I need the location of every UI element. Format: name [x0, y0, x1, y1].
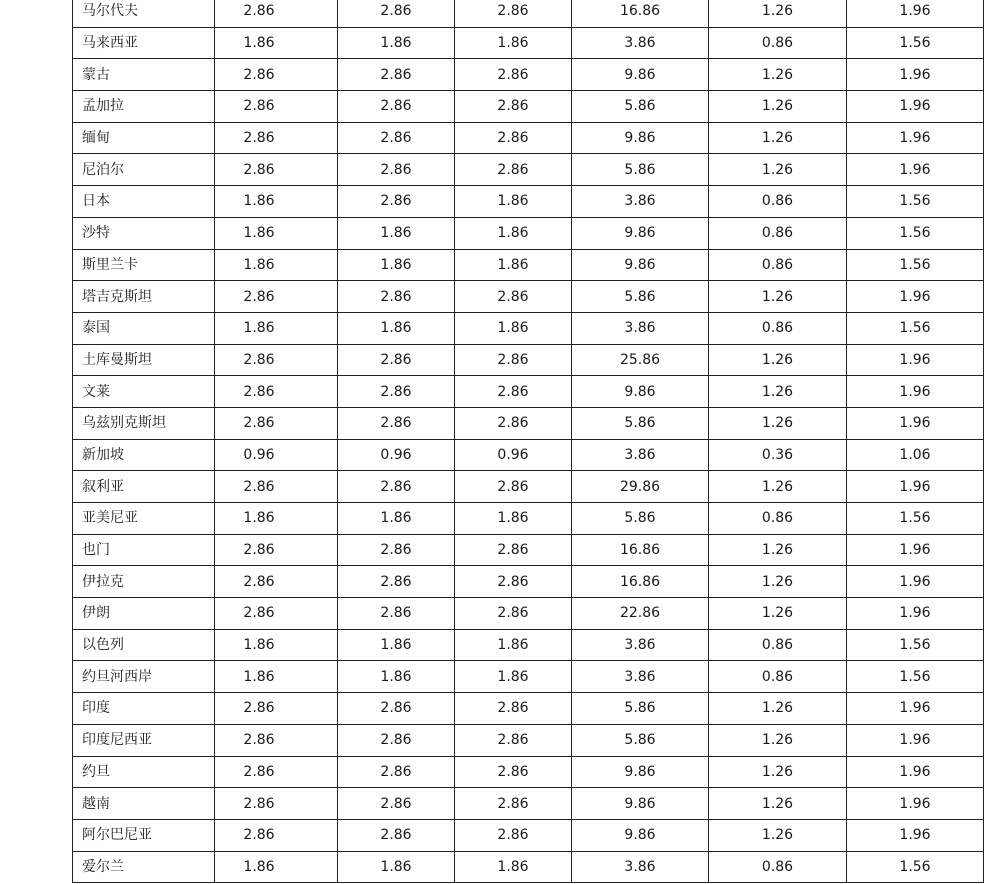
rate-cell: 2.86: [455, 598, 572, 630]
rate-cell: 0.86: [709, 27, 847, 59]
rate-cell: 2.86: [455, 91, 572, 123]
rate-cell: 2.86: [338, 376, 455, 408]
rate-cell: 0.36: [709, 439, 847, 471]
rate-cell: 1.96: [847, 407, 984, 439]
rate-cell: 1.56: [847, 27, 984, 59]
rate-cell: 2.86: [338, 693, 455, 725]
rate-table-body: [73, 0, 984, 883]
rate-cell: 2.86: [338, 59, 455, 91]
rate-cell: 9.86: [572, 217, 709, 249]
country-cell: 也门: [73, 534, 215, 566]
rate-cell: 25.86: [572, 344, 709, 376]
country-cell: 文莱: [73, 376, 215, 408]
country-cell: 塔吉克斯坦: [73, 281, 215, 313]
rate-cell: 1.86: [455, 27, 572, 59]
table-row: [73, 217, 984, 249]
rate-cell: 1.26: [709, 598, 847, 630]
country-cell: 孟加拉: [73, 91, 215, 123]
table-row: [73, 376, 984, 408]
rate-cell: 2.86: [215, 756, 338, 788]
rate-cell: 2.86: [338, 756, 455, 788]
table-row: [73, 598, 984, 630]
rate-cell: 2.86: [215, 471, 338, 503]
rate-cell: 1.86: [215, 249, 338, 281]
rate-cell: 2.86: [215, 693, 338, 725]
table-row: [73, 312, 984, 344]
rate-cell: 2.86: [338, 91, 455, 123]
rate-cell: 16.86: [572, 534, 709, 566]
rate-cell: 29.86: [572, 471, 709, 503]
rate-cell: 1.26: [709, 376, 847, 408]
rate-cell: 1.96: [847, 724, 984, 756]
rate-cell: 2.86: [455, 693, 572, 725]
rate-cell: 2.86: [215, 154, 338, 186]
table-row: [73, 756, 984, 788]
rate-cell: 2.86: [338, 788, 455, 820]
rate-cell: 1.26: [709, 0, 847, 27]
rate-cell: 1.26: [709, 122, 847, 154]
rate-cell: 3.86: [572, 661, 709, 693]
rate-cell: 1.56: [847, 217, 984, 249]
rate-cell: 2.86: [455, 756, 572, 788]
rate-cell: 1.86: [215, 503, 338, 535]
table-row: [73, 407, 984, 439]
rate-cell: 1.86: [215, 27, 338, 59]
rate-cell: 1.86: [338, 661, 455, 693]
rate-cell: 1.86: [338, 851, 455, 883]
rate-cell: 1.86: [215, 312, 338, 344]
rate-cell: 1.96: [847, 819, 984, 851]
rate-cell: 0.96: [338, 439, 455, 471]
rate-cell: 9.86: [572, 122, 709, 154]
rate-cell: 0.86: [709, 851, 847, 883]
rate-cell: 1.96: [847, 0, 984, 27]
rate-cell: 1.86: [215, 851, 338, 883]
rate-cell: 0.96: [455, 439, 572, 471]
rate-cell: 2.86: [455, 281, 572, 313]
table-row: [73, 693, 984, 725]
table-row: [73, 819, 984, 851]
rate-cell: 9.86: [572, 376, 709, 408]
rate-cell: 2.86: [338, 122, 455, 154]
table-row: [73, 59, 984, 91]
table-row: [73, 0, 984, 27]
rate-cell: 1.56: [847, 186, 984, 218]
rate-cell: 16.86: [572, 0, 709, 27]
rate-cell: 1.86: [455, 851, 572, 883]
rate-cell: 1.86: [215, 217, 338, 249]
rate-cell: 1.26: [709, 819, 847, 851]
rate-cell: 2.86: [338, 407, 455, 439]
rate-cell: 1.86: [338, 312, 455, 344]
rate-cell: 1.26: [709, 91, 847, 123]
rate-cell: 2.86: [215, 0, 338, 27]
country-cell: 新加坡: [73, 439, 215, 471]
rate-cell: 1.86: [338, 217, 455, 249]
rate-cell: 2.86: [455, 724, 572, 756]
country-cell: 约旦河西岸: [73, 661, 215, 693]
table-row: [73, 154, 984, 186]
rate-cell: 1.96: [847, 566, 984, 598]
rate-cell: 0.86: [709, 661, 847, 693]
country-cell: 以色列: [73, 629, 215, 661]
rate-cell: 9.86: [572, 788, 709, 820]
rate-cell: 16.86: [572, 566, 709, 598]
rate-cell: 1.26: [709, 471, 847, 503]
rate-cell: 2.86: [455, 154, 572, 186]
rate-cell: 2.86: [215, 344, 338, 376]
rate-cell: 1.86: [455, 503, 572, 535]
rate-cell: 0.86: [709, 217, 847, 249]
country-cell: 蒙古: [73, 59, 215, 91]
rate-cell: 1.26: [709, 693, 847, 725]
rate-cell: 2.86: [338, 344, 455, 376]
table-row: [73, 724, 984, 756]
table-row: [73, 566, 984, 598]
country-cell: 土库曼斯坦: [73, 344, 215, 376]
rate-cell: 2.86: [215, 566, 338, 598]
rate-cell: 2.86: [455, 819, 572, 851]
rate-cell: 9.86: [572, 59, 709, 91]
rate-cell: 2.86: [338, 281, 455, 313]
rate-cell: 3.86: [572, 439, 709, 471]
rate-cell: 1.96: [847, 534, 984, 566]
rate-cell: 9.86: [572, 249, 709, 281]
rate-cell: 1.56: [847, 851, 984, 883]
country-cell: 越南: [73, 788, 215, 820]
rate-cell: 2.86: [455, 534, 572, 566]
rate-cell: 1.96: [847, 788, 984, 820]
rate-cell: 2.86: [338, 566, 455, 598]
rate-cell: 9.86: [572, 756, 709, 788]
rate-cell: 2.86: [215, 788, 338, 820]
table-row: [73, 186, 984, 218]
table-row: [73, 503, 984, 535]
rate-cell: 3.86: [572, 27, 709, 59]
rate-cell: 1.86: [455, 629, 572, 661]
rate-cell: 2.86: [215, 534, 338, 566]
rate-cell: 0.86: [709, 503, 847, 535]
rate-cell: 2.86: [455, 122, 572, 154]
rate-cell: 1.96: [847, 693, 984, 725]
rate-cell: 1.56: [847, 249, 984, 281]
rate-cell: 2.86: [455, 0, 572, 27]
rate-cell: 3.86: [572, 186, 709, 218]
rate-cell: 1.86: [215, 661, 338, 693]
country-cell: 印度尼西亚: [73, 724, 215, 756]
table-row: [73, 439, 984, 471]
rate-cell: 2.86: [338, 598, 455, 630]
table-row: [73, 629, 984, 661]
table-row: [73, 122, 984, 154]
rate-cell: 2.86: [215, 91, 338, 123]
rate-cell: 1.26: [709, 534, 847, 566]
rate-cell: 5.86: [572, 154, 709, 186]
table-row: [73, 661, 984, 693]
rate-cell: 1.96: [847, 376, 984, 408]
rate-cell: 9.86: [572, 819, 709, 851]
table-row: [73, 344, 984, 376]
country-cell: 亚美尼亚: [73, 503, 215, 535]
rate-cell: 1.26: [709, 154, 847, 186]
rate-cell: 5.86: [572, 503, 709, 535]
rate-cell: 1.86: [338, 629, 455, 661]
country-cell: 约旦: [73, 756, 215, 788]
country-cell: 日本: [73, 186, 215, 218]
rate-cell: 5.86: [572, 693, 709, 725]
rate-cell: 22.86: [572, 598, 709, 630]
rate-cell: 2.86: [215, 281, 338, 313]
rate-cell: 1.56: [847, 661, 984, 693]
table-row: [73, 249, 984, 281]
country-cell: 印度: [73, 693, 215, 725]
rate-cell: 3.86: [572, 629, 709, 661]
rate-cell: 1.26: [709, 281, 847, 313]
table-row: [73, 788, 984, 820]
rate-cell: 1.56: [847, 312, 984, 344]
rate-cell: 1.96: [847, 281, 984, 313]
country-cell: 伊拉克: [73, 566, 215, 598]
rate-cell: 2.86: [215, 724, 338, 756]
rate-cell: 5.86: [572, 281, 709, 313]
rate-cell: 1.86: [455, 186, 572, 218]
rate-cell: 1.96: [847, 344, 984, 376]
rate-cell: 0.86: [709, 312, 847, 344]
rate-cell: 2.86: [338, 154, 455, 186]
rate-cell: 2.86: [455, 344, 572, 376]
rate-cell: 1.26: [709, 344, 847, 376]
country-cell: 乌兹别克斯坦: [73, 407, 215, 439]
rate-cell: 2.86: [455, 59, 572, 91]
rate-cell: 1.86: [215, 186, 338, 218]
rate-cell: 1.96: [847, 471, 984, 503]
rate-cell: 2.86: [338, 186, 455, 218]
country-cell: 斯里兰卡: [73, 249, 215, 281]
rate-cell: 1.96: [847, 598, 984, 630]
rate-cell: 1.96: [847, 122, 984, 154]
rate-table: [72, 0, 984, 883]
rate-cell: 1.96: [847, 756, 984, 788]
rate-cell: 2.86: [215, 122, 338, 154]
country-cell: 缅甸: [73, 122, 215, 154]
rate-cell: 2.86: [455, 376, 572, 408]
country-cell: 马尔代夫: [73, 0, 215, 27]
table-row: [73, 471, 984, 503]
rate-cell: 1.26: [709, 724, 847, 756]
table-row: [73, 851, 984, 883]
rate-cell: 5.86: [572, 91, 709, 123]
rate-cell: 1.86: [455, 217, 572, 249]
country-cell: 叙利亚: [73, 471, 215, 503]
rate-cell: 2.86: [338, 819, 455, 851]
rate-cell: 1.56: [847, 629, 984, 661]
rate-cell: 2.86: [338, 0, 455, 27]
rate-cell: 1.86: [455, 249, 572, 281]
rate-cell: 1.86: [338, 503, 455, 535]
rate-cell: 1.96: [847, 59, 984, 91]
country-cell: 阿尔巴尼亚: [73, 819, 215, 851]
rate-cell: 2.86: [215, 59, 338, 91]
rate-cell: 0.96: [215, 439, 338, 471]
table-row: [73, 91, 984, 123]
rate-cell: 1.86: [455, 661, 572, 693]
rate-cell: 2.86: [215, 819, 338, 851]
rate-cell: 1.26: [709, 788, 847, 820]
rate-cell: 1.96: [847, 91, 984, 123]
rate-cell: 2.86: [338, 724, 455, 756]
rate-cell: 2.86: [455, 788, 572, 820]
table-row: [73, 281, 984, 313]
rate-cell: 1.86: [338, 27, 455, 59]
rate-cell: 2.86: [455, 566, 572, 598]
rate-cell: 1.86: [215, 629, 338, 661]
rate-cell: 0.86: [709, 629, 847, 661]
rate-cell: 0.86: [709, 186, 847, 218]
rate-cell: 1.86: [455, 312, 572, 344]
country-cell: 爱尔兰: [73, 851, 215, 883]
country-cell: 泰国: [73, 312, 215, 344]
country-cell: 尼泊尔: [73, 154, 215, 186]
rate-cell: 0.86: [709, 249, 847, 281]
rate-cell: 2.86: [338, 534, 455, 566]
rate-cell: 2.86: [455, 407, 572, 439]
rate-cell: 1.96: [847, 154, 984, 186]
country-cell: 伊朗: [73, 598, 215, 630]
rate-cell: 1.26: [709, 756, 847, 788]
rate-cell: 3.86: [572, 312, 709, 344]
country-cell: 马来西亚: [73, 27, 215, 59]
rate-cell: 5.86: [572, 407, 709, 439]
rate-cell: 2.86: [215, 376, 338, 408]
table-row: [73, 27, 984, 59]
country-cell: 沙特: [73, 217, 215, 249]
rate-cell: 2.86: [215, 598, 338, 630]
rate-cell: 1.56: [847, 503, 984, 535]
rate-cell: 2.86: [455, 471, 572, 503]
rate-cell: 1.26: [709, 59, 847, 91]
rate-cell: 2.86: [215, 407, 338, 439]
table-row: [73, 534, 984, 566]
rate-cell: 1.26: [709, 566, 847, 598]
rate-cell: 5.86: [572, 724, 709, 756]
rate-cell: 1.26: [709, 407, 847, 439]
rate-cell: 1.86: [338, 249, 455, 281]
rate-cell: 1.06: [847, 439, 984, 471]
rate-cell: 3.86: [572, 851, 709, 883]
rate-cell: 2.86: [338, 471, 455, 503]
